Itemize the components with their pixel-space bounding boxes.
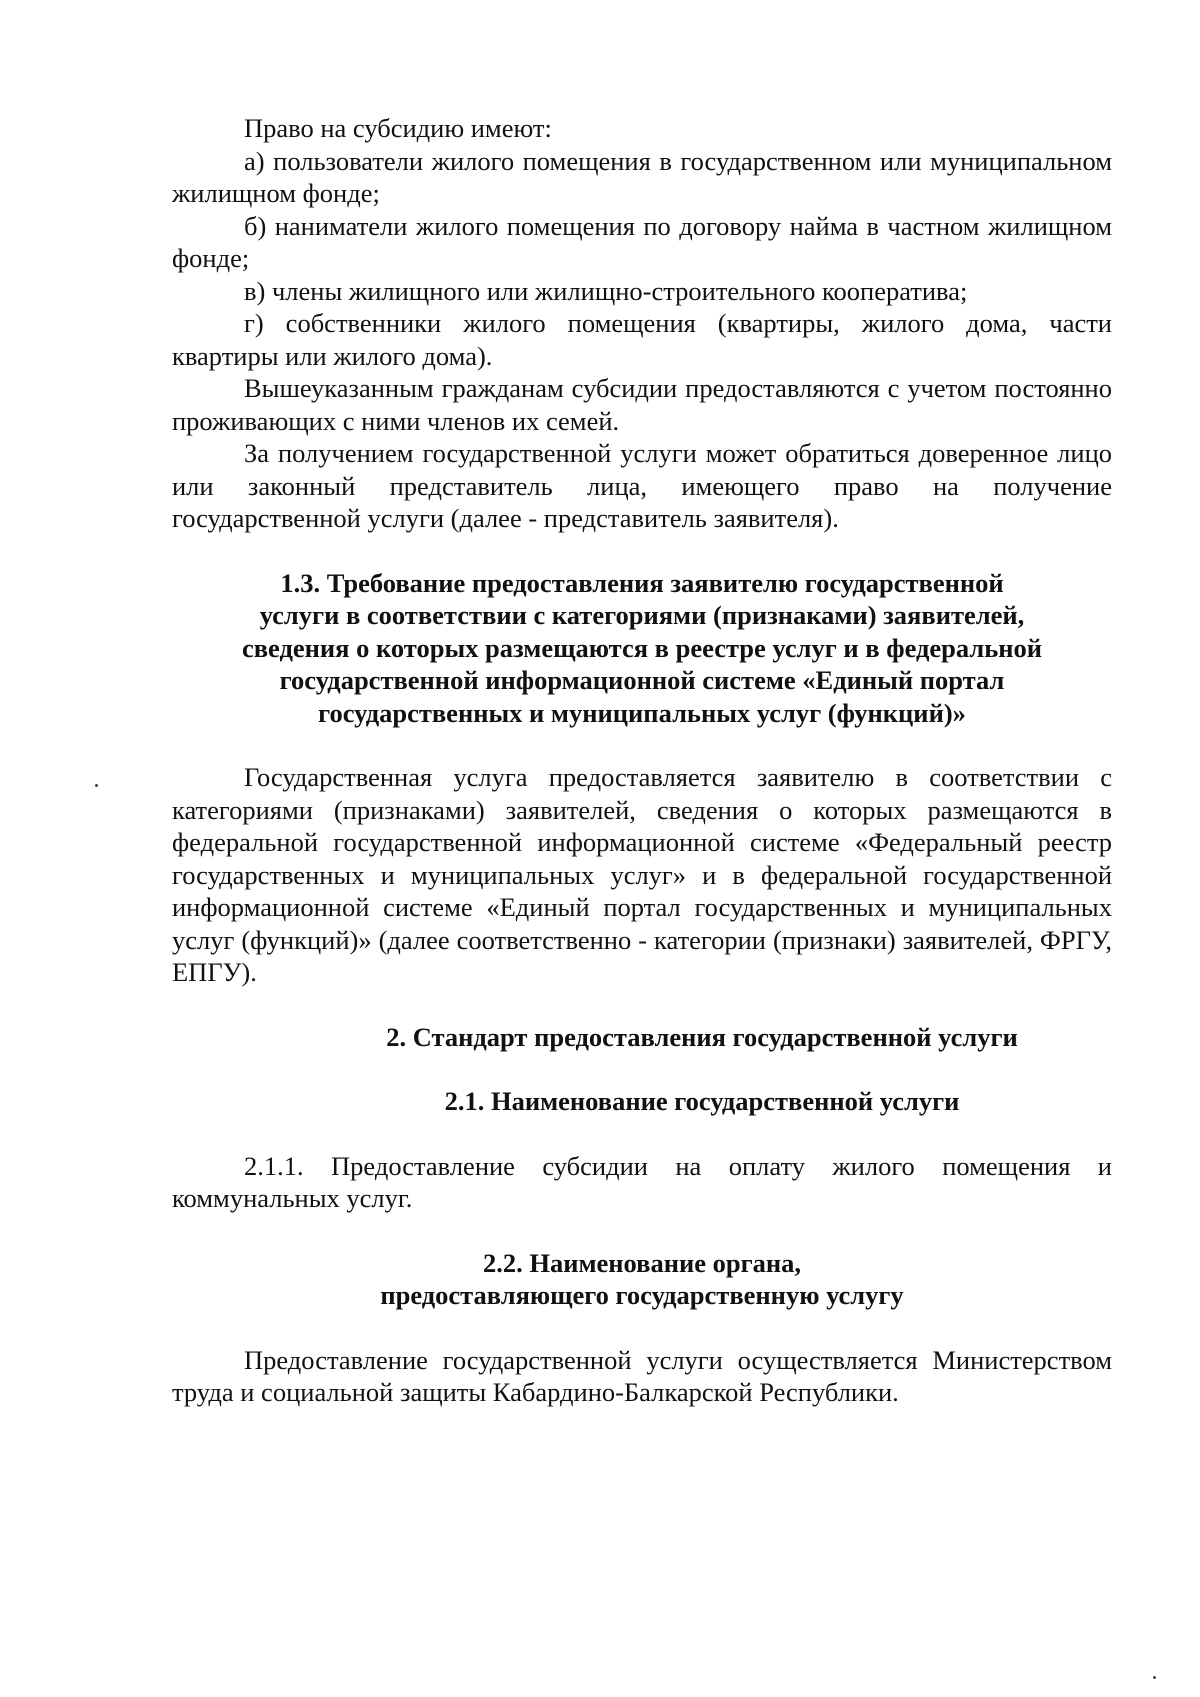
document-page [172,112,1112,1409]
scan-speck [95,784,98,787]
subsidy-eligibility-lead: Право на субсидию имеют: [244,113,552,143]
eligibility-item-d: г) собственники жилого помещения (квартиры, жилого дома, части квартиры или жилого дома). [172,308,1112,371]
section-2-2-body: Предоставление государственной услуги осуществляется Министерством труда и социальной защиты Кабардино-Балкарской Республики. [172,1344,1112,1407]
representative-note: За получением государственной услуги может обратиться доверенное лицо или законный представитель лица, имеющего право на получение государственной услуги (далее - представитель заявителя). [172,438,1112,533]
eligibility-item-b: б) наниматели жилого помещения по договору найма в частном жилищном фонде; [172,210,1112,273]
scan-speck [1153,1676,1156,1679]
section-1-3-heading-line: услуги в соответствии с категориями (признаками) заявителей, [259,600,1025,630]
section-2-1-1-body: 2.1.1. Предоставление субсидии на оплату жилого помещения и коммунальных услуг. [172,1150,1112,1213]
section-1-3-body: Государственная услуга предоставляется заявителю в соответствии с категориями (признаками) заявителей, сведения о которых размещаются в федеральной государственной информационной системе «Федеральный реестр государственных и муниципальных услуг» и в федеральной государственной информационной системе «Единый портал государственных и муниципальных услуг (функций)» (далее соответственно - категории (признаки) заявителей, ФРГУ, ЕПГУ). [172,762,1112,987]
section-1-3-heading-line: 1.3. Требование предоставления заявителю государственной [280,567,1004,598]
section-2-2-heading-line: предоставляющего государственную услугу [380,1280,904,1310]
eligibility-item-c: в) члены жилищного или жилищно-строительного кооператива; [244,275,968,306]
section-1-3-heading-line: сведения о которых размещаются в реестре услуг и в федеральной [241,632,1043,663]
section-2-heading: 2. Стандарт предоставления государственной услуги [386,1021,1018,1052]
section-1-3-heading-line: государственных и муниципальных услуг (функций)» [318,697,966,728]
section-2-1-heading: 2.1. Наименование государственной услуги [444,1086,960,1116]
family-members-note: Вышеуказанным гражданам субсидии предоставляются с учетом постоянно проживающих с ними членов их семей. [172,373,1112,436]
section-2-2-heading [172,1247,1112,1312]
section-1-3-heading [172,567,1112,730]
section-1-3-heading-line: государственной информационной системе «Единый портал [279,665,1005,695]
section-2-2-heading-line: 2.2. Наименование органа, [482,1247,802,1278]
eligibility-item-a: а) пользователи жилого помещения в государственном или муниципальном жилищном фонде; [172,145,1112,208]
